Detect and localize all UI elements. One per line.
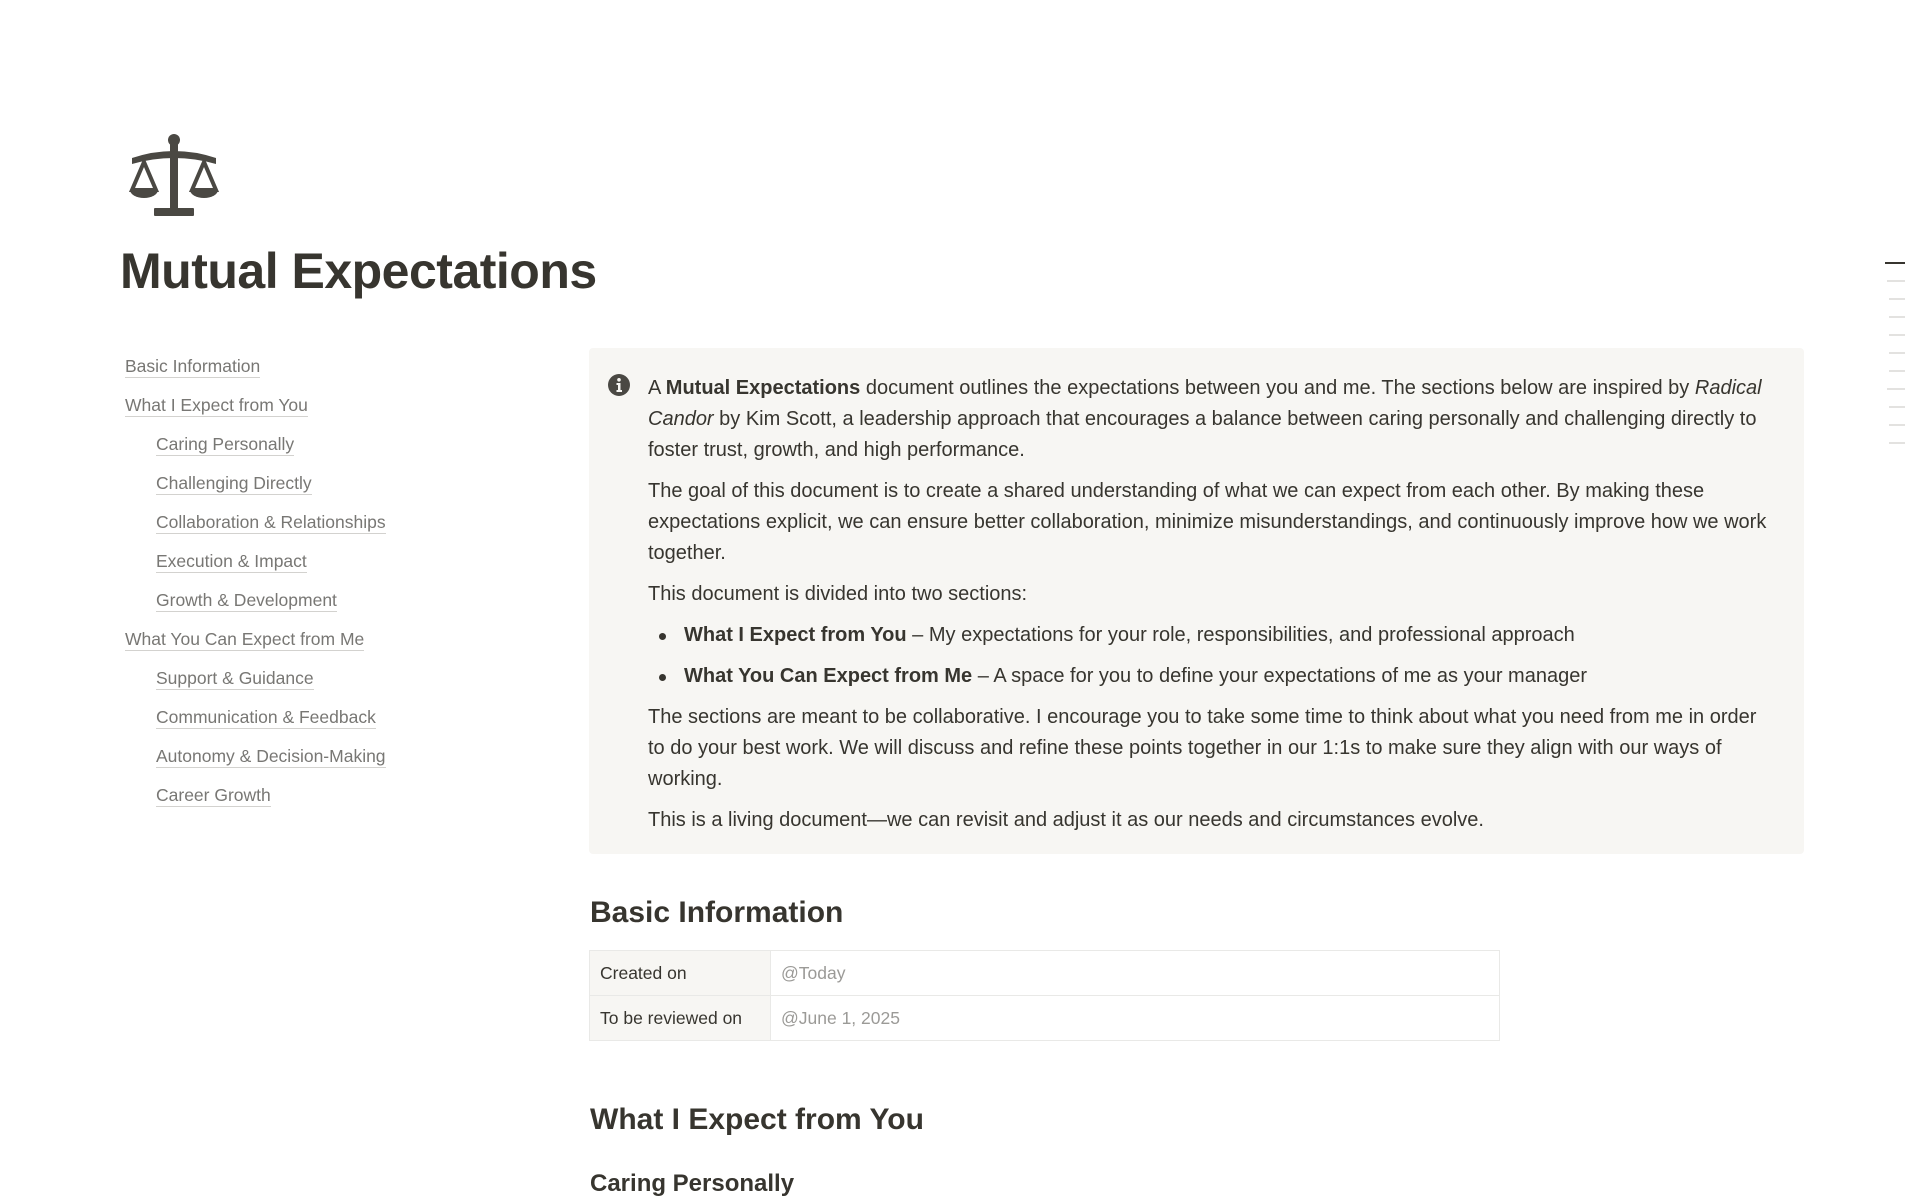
toc-item-challenging-directly[interactable]: Challenging Directly <box>156 473 312 493</box>
property-key: To be reviewed on <box>590 996 771 1041</box>
toc-item-collaboration[interactable]: Collaboration & Relationships <box>156 512 386 532</box>
table-row <box>590 951 1500 996</box>
callout-paragraph-2: The goal of this document is to create a shared understanding of what we can expect from each other. By making these expectations explicit, we can ensure better collaboration, minimize misunderstandings, and continuously improve how we work together. <box>648 480 1767 564</box>
heading-what-i-expect: What I Expect from You <box>590 1103 924 1136</box>
outline-marker[interactable] <box>1885 262 1905 264</box>
callout-paragraph-1: A Mutual Expectations document outlines the expectations between you and me. The sections below are inspired by Radical Candor by Kim Scott, a leadership approach that encourages a balance between caring personally and challenging directly to foster trust, growth, and high performance. <box>648 377 1762 461</box>
property-value-review-date[interactable]: @June 1, 2025 <box>771 996 1500 1041</box>
table-row <box>590 996 1500 1041</box>
toc-item-caring-personally[interactable]: Caring Personally <box>156 434 295 454</box>
list-item: What You Can Expect from Me – A space for you to define your expectations of me as your manager <box>648 661 1774 692</box>
toc-item-autonomy[interactable]: Autonomy & Decision-Making <box>156 746 386 766</box>
outline-marker[interactable] <box>1889 370 1905 372</box>
intro-callout <box>589 348 1804 854</box>
heading-basic-information: Basic Information <box>590 896 844 929</box>
callout-bullet-list <box>648 620 1774 692</box>
toc-item-career-growth[interactable]: Career Growth <box>156 785 271 805</box>
toc-item-what-you-can-expect[interactable]: What You Can Expect from Me <box>125 629 365 649</box>
toc-item-communication[interactable]: Communication & Feedback <box>156 707 376 727</box>
outline-marker[interactable] <box>1887 388 1905 390</box>
page-outline-minimap[interactable] <box>1885 262 1905 460</box>
toc-item-support[interactable]: Support & Guidance <box>156 668 314 688</box>
outline-marker[interactable] <box>1889 442 1905 444</box>
toc-item-growth[interactable]: Growth & Development <box>156 590 337 610</box>
outline-marker[interactable] <box>1889 352 1905 354</box>
basic-info-table <box>589 950 1500 1041</box>
outline-marker[interactable] <box>1889 298 1905 300</box>
outline-marker[interactable] <box>1889 406 1905 408</box>
table-of-contents <box>125 352 545 820</box>
info-icon <box>607 373 631 397</box>
callout-paragraph-4: The sections are meant to be collaborative. I encourage you to take some time to think about what you need from me in order to do your best work. We will discuss and refine these points together in our 1:1s to make sure they align with our ways of working. <box>648 706 1757 790</box>
toc-item-what-i-expect[interactable]: What I Expect from You <box>125 395 308 415</box>
callout-paragraph-5: This is a living document—we can revisit and adjust it as our needs and circumstances evolve. <box>648 809 1484 831</box>
heading-caring-personally: Caring Personally <box>590 1170 795 1197</box>
page-title: Mutual Expectations <box>120 243 597 299</box>
toc-item-basic-information[interactable]: Basic Information <box>125 356 261 376</box>
callout-paragraph-3: This document is divided into two sections: <box>648 583 1028 605</box>
property-value-created-on[interactable]: @Today <box>771 951 1500 996</box>
list-item: What I Expect from You – My expectations for your role, responsibilities, and professional approach <box>648 620 1774 651</box>
outline-marker[interactable] <box>1887 280 1905 282</box>
outline-marker[interactable] <box>1889 424 1905 426</box>
outline-marker[interactable] <box>1889 316 1905 318</box>
property-key: Created on <box>590 951 771 996</box>
scales-icon <box>126 132 222 222</box>
outline-marker[interactable] <box>1889 334 1905 336</box>
toc-item-execution[interactable]: Execution & Impact <box>156 551 307 571</box>
